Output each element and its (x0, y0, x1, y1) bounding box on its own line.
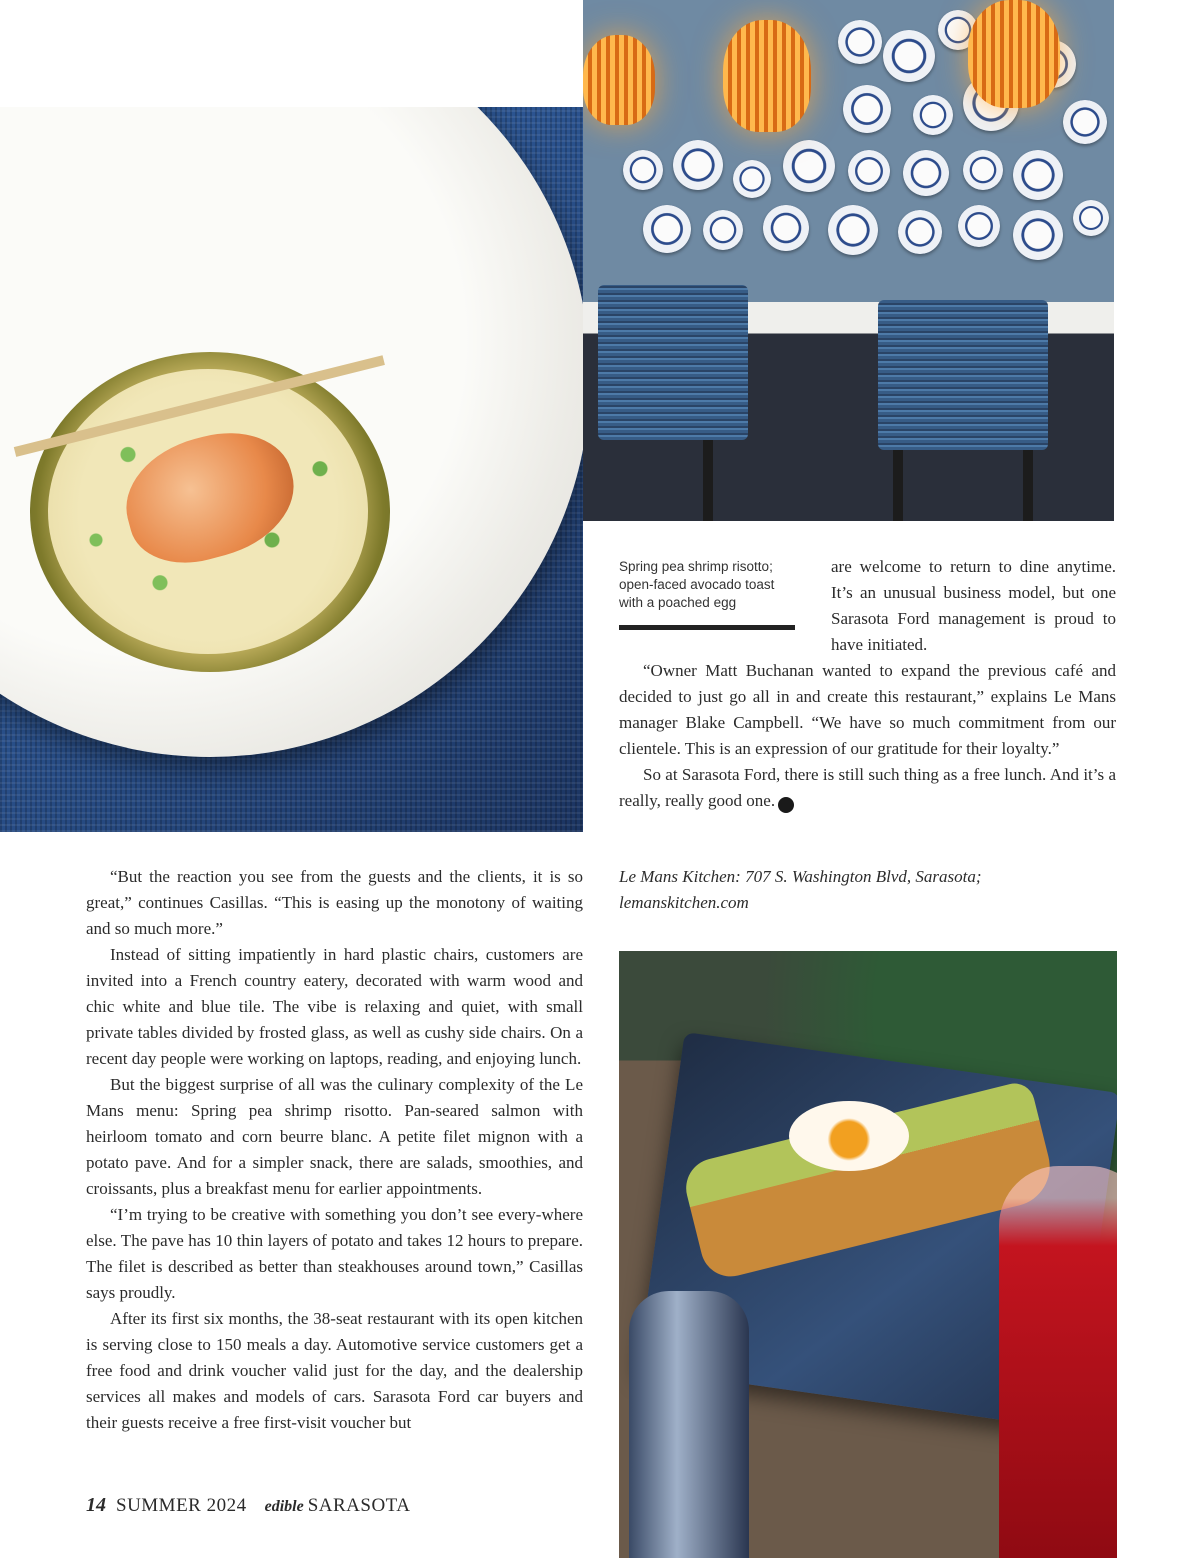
wall-plate (848, 150, 890, 192)
wall-plate (843, 85, 891, 133)
wall-plate (883, 30, 935, 82)
wall-plate (1073, 200, 1109, 236)
paragraph: “But the reaction you see from the guests and the clients, it is so great,” continues Casillas. “This is easing up the monotony of waiting and so much more.” (86, 867, 583, 938)
address-line: Le Mans Kitchen: 707 S. Washington Blvd, Sarasota; (619, 867, 982, 886)
chair-leg (893, 450, 903, 521)
caption-rule (619, 625, 795, 630)
left-column (86, 864, 583, 1436)
wall-plate (1013, 150, 1063, 200)
wall-plate (733, 160, 771, 198)
wall-plate (1063, 100, 1107, 144)
wall-plate (958, 205, 1000, 247)
page-footer (86, 1494, 410, 1517)
right-column-top (831, 554, 1116, 658)
wall-plate (673, 140, 723, 190)
brand-name-italic: edible (264, 1498, 304, 1515)
avocado-toast-photo (619, 951, 1117, 1558)
wall-plate (913, 95, 953, 135)
brand-name-caps: SARASOTA (307, 1495, 411, 1516)
wall-plate (963, 150, 1003, 190)
paragraph: But the biggest surprise of all was the culinary complexity of the Le Mans menu: Spring pea shrimp risotto. Pan-seared salmon with heirloom tomato and corn beurre blanc. A petite filet mignon with a potato pave. And for a simpler snack, there are salads, smoothies, and croissants, plus a breakfast menu for earlier appointments. (86, 1075, 583, 1198)
bar-chair (598, 285, 748, 440)
paragraph (619, 762, 1116, 814)
risotto-photo (0, 107, 583, 832)
wall-plate (703, 210, 743, 250)
chair-leg (1023, 450, 1033, 521)
pendant-lamp (723, 20, 811, 132)
drink-glass-shape (999, 1166, 1117, 1558)
paragraph: “I’m trying to be creative with something you don’t see every-where else. The pave has 10 thin layers of potato and takes 12 hours to prepare. The filet is described as better than steakhouses around town,” Casillas says proudly. (86, 1205, 583, 1302)
pendant-lamp (583, 35, 655, 125)
wall-plate (623, 150, 663, 190)
right-column (619, 658, 1116, 814)
wall-plate (1013, 210, 1063, 260)
chair-leg (703, 440, 713, 521)
page-number: 14 (86, 1494, 106, 1516)
restaurant-interior-photo (583, 0, 1114, 521)
wall-plate (643, 205, 691, 253)
paragraph-text: So at Sarasota Ford, there is still such thing as a free lunch. And it’s a really, really good one. (619, 765, 1116, 810)
pendant-lamp (968, 0, 1060, 108)
paragraph: “Owner Matt Buchanan wanted to expand the previous café and decided to just go all in and create this restaurant,” explains Le Mans manager Blake Campbell. “We have so much commitment from our clientele. This is an expression of our gratitude for their loyalty.” (619, 661, 1116, 758)
wall-plate (898, 210, 942, 254)
restaurant-address (619, 864, 1116, 916)
issue-label: SUMMER 2024 (116, 1495, 247, 1516)
wall-plate (783, 140, 835, 192)
paragraph: After its first six months, the 38-seat restaurant with its open kitchen is serving close to 150 meals a day. Automotive service customers get a free food and drink voucher valid just for the day, and the dealership services all makes and models of cars. Sarasota Ford car buyers and their guests receive a free first-visit voucher but (86, 1309, 583, 1432)
wall-plate (828, 205, 878, 255)
shaker-shape (629, 1291, 749, 1558)
photo-caption: Spring pea shrimp risotto; open-faced avocado toast with a poached egg (619, 559, 775, 610)
paragraph: are welcome to return to dine anytime. It’s an unusual business model, but one Sarasota Ford management is proud to have initiated. (831, 557, 1116, 654)
bar-chair (878, 300, 1048, 450)
poached-egg-shape (789, 1101, 909, 1171)
wall-plate (838, 20, 882, 64)
wall-plate (903, 150, 949, 196)
paragraph: Instead of sitting impatiently in hard plastic chairs, customers are invited into a French country eatery, decorated with warm wood and chic white and blue tile. The vibe is relaxing and quiet, with small private tables divided by frosted glass, as well as cushy side chairs. On a recent day people were working on laptops, reading, and enjoying lunch. (86, 945, 583, 1068)
wall-plate (763, 205, 809, 251)
end-mark-icon: e (778, 797, 794, 813)
address-website: lemanskitchen.com (619, 893, 749, 912)
